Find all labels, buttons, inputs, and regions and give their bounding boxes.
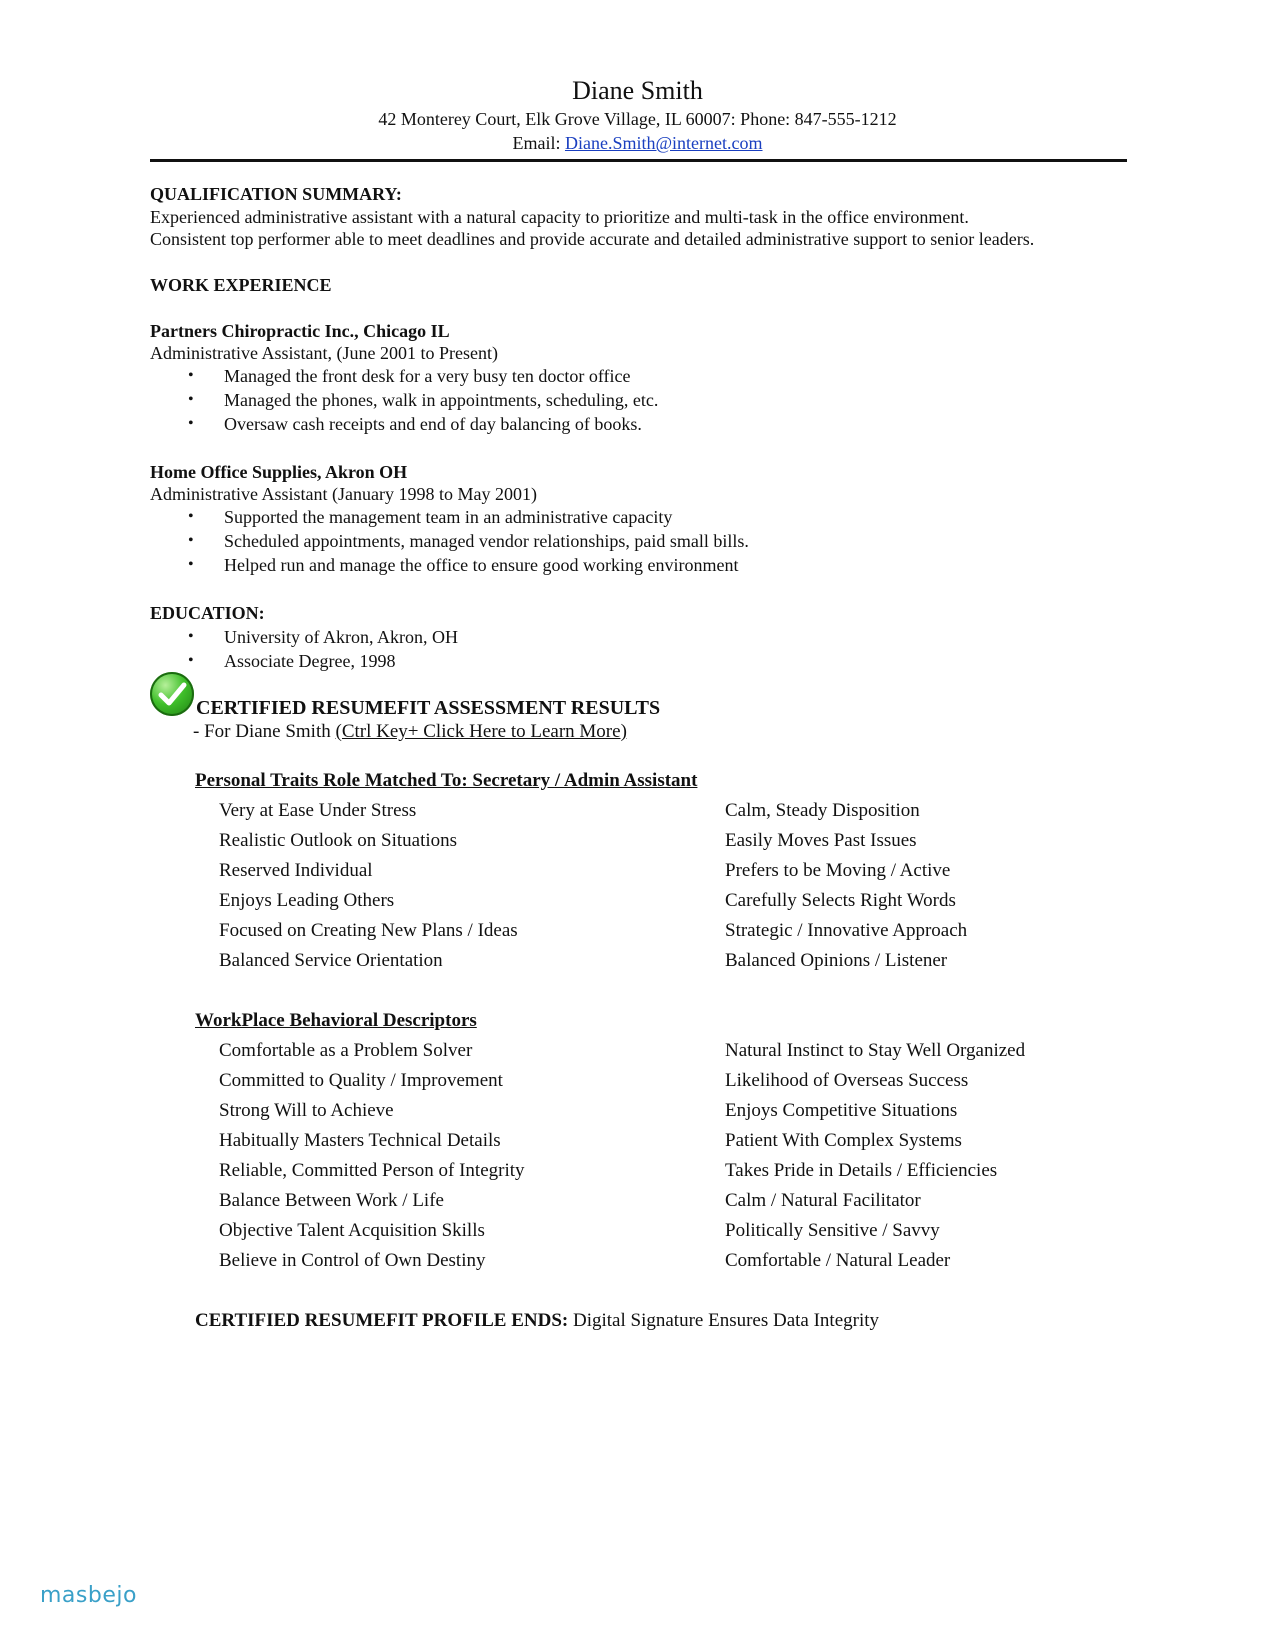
education-item: Associate Degree, 1998 — [224, 651, 396, 671]
descriptor-item: Believe in Control of Own Destiny — [219, 1250, 486, 1271]
traits-right-column — [725, 796, 967, 976]
descriptor-item: Natural Instinct to Stay Well Organized — [725, 1040, 1026, 1061]
trait-item: Balanced Service Orientation — [219, 950, 443, 971]
descriptor-item: Strong Will to Achieve — [219, 1100, 394, 1121]
descriptors-left-column — [219, 1036, 525, 1276]
bullet-marker: • — [188, 652, 194, 669]
bullet-marker: • — [188, 556, 194, 573]
trait-item: Calm, Steady Disposition — [725, 800, 920, 821]
descriptor-item: Comfortable / Natural Leader — [725, 1250, 951, 1271]
job-company: Home Office Supplies, Akron OH — [150, 462, 408, 482]
job-title: Administrative Assistant (January 1998 to May 2001) — [150, 484, 537, 504]
trait-item: Reserved Individual — [219, 860, 373, 881]
descriptor-item: Takes Pride in Details / Efficiencies — [725, 1160, 998, 1181]
job-title: Administrative Assistant, (June 2001 to Present) — [150, 343, 498, 363]
traits-left-column — [219, 796, 518, 976]
job-bullet: Scheduled appointments, managed vendor relationships, paid small bills. — [224, 531, 749, 551]
bullet-marker: • — [188, 532, 194, 549]
qualification-line: Consistent top performer able to meet deadlines and provide accurate and detailed administrative support to senior leaders. — [150, 229, 1035, 249]
email-label: Email: — [512, 133, 565, 153]
green-check-icon — [150, 672, 194, 716]
job-bullet: Managed the front desk for a very busy ten doctor office — [224, 366, 631, 386]
trait-item: Carefully Selects Right Words — [725, 890, 956, 911]
descriptor-item: Calm / Natural Facilitator — [725, 1190, 921, 1211]
check-mark-glyph — [156, 678, 188, 710]
descriptor-item: Likelihood of Overseas Success — [725, 1070, 969, 1091]
descriptors-heading: WorkPlace Behavioral Descriptors — [195, 1010, 477, 1031]
descriptors-right-column — [725, 1036, 1025, 1276]
bullet-marker: • — [188, 628, 194, 645]
profile-ends-text: Digital Signature Ensures Data Integrity — [568, 1310, 880, 1331]
profile-ends-label: CERTIFIED RESUMEFIT PROFILE ENDS: — [195, 1310, 569, 1331]
assessment-subline — [193, 721, 627, 743]
qualification-heading: QUALIFICATION SUMMARY: — [150, 184, 402, 204]
job-bullet: Helped run and manage the office to ensure good working environment — [224, 555, 739, 575]
descriptor-item: Politically Sensitive / Savvy — [725, 1220, 940, 1241]
descriptor-item: Habitually Masters Technical Details — [219, 1130, 501, 1151]
descriptor-item: Objective Talent Acquisition Skills — [219, 1220, 485, 1241]
traits-heading: Personal Traits Role Matched To: Secretary / Admin Assistant — [195, 770, 698, 791]
profile-ends-line — [195, 1310, 879, 1332]
job-bullet: Supported the management team in an administrative capacity — [224, 507, 673, 527]
bullet-marker: • — [188, 415, 194, 432]
bullet-marker: • — [188, 367, 194, 384]
job-bullet: Oversaw cash receipts and end of day balancing of books. — [224, 414, 642, 434]
resume-name: Diane Smith — [572, 76, 703, 105]
trait-item: Very at Ease Under Stress — [219, 800, 417, 821]
learn-more-link[interactable]: (Ctrl Key+ Click Here to Learn More) — [335, 721, 627, 742]
descriptor-item: Patient With Complex Systems — [725, 1130, 962, 1151]
bullet-marker: • — [188, 508, 194, 525]
descriptor-item: Enjoys Competitive Situations — [725, 1100, 958, 1121]
descriptor-item: Balance Between Work / Life — [219, 1190, 444, 1211]
trait-item: Strategic / Innovative Approach — [725, 920, 968, 941]
bullet-marker: • — [188, 391, 194, 408]
job-company: Partners Chiropractic Inc., Chicago IL — [150, 321, 450, 341]
assessment-heading: CERTIFIED RESUMEFIT ASSESSMENT RESULTS — [196, 697, 661, 719]
qualification-line: Experienced administrative assistant with a natural capacity to prioritize and multi-task in the office environment. — [150, 207, 969, 227]
contact-address: 42 Monterey Court, Elk Grove Village, IL 60007: Phone: 847-555-1212 — [378, 109, 897, 129]
trait-item: Easily Moves Past Issues — [725, 830, 917, 851]
work-heading: WORK EXPERIENCE — [150, 275, 332, 295]
descriptor-item: Comfortable as a Problem Solver — [219, 1040, 473, 1061]
assessment-for: - For Diane Smith — [193, 721, 336, 742]
watermark: masbejo — [40, 1583, 137, 1608]
trait-item: Focused on Creating New Plans / Ideas — [219, 920, 518, 941]
descriptor-item: Reliable, Committed Person of Integrity — [219, 1160, 525, 1181]
education-item: University of Akron, Akron, OH — [224, 627, 458, 647]
descriptor-item: Committed to Quality / Improvement — [219, 1070, 503, 1091]
trait-item: Enjoys Leading Others — [219, 890, 395, 911]
education-heading: EDUCATION: — [150, 603, 265, 623]
job-bullet: Managed the phones, walk in appointments, scheduling, etc. — [224, 390, 659, 410]
trait-item: Prefers to be Moving / Active — [725, 860, 951, 881]
trait-item: Balanced Opinions / Listener — [725, 950, 948, 971]
email-link[interactable]: Diane.Smith@internet.com — [564, 133, 763, 153]
trait-item: Realistic Outlook on Situations — [219, 830, 458, 851]
contact-email-line — [0, 133, 1275, 154]
header-divider — [150, 159, 1127, 162]
